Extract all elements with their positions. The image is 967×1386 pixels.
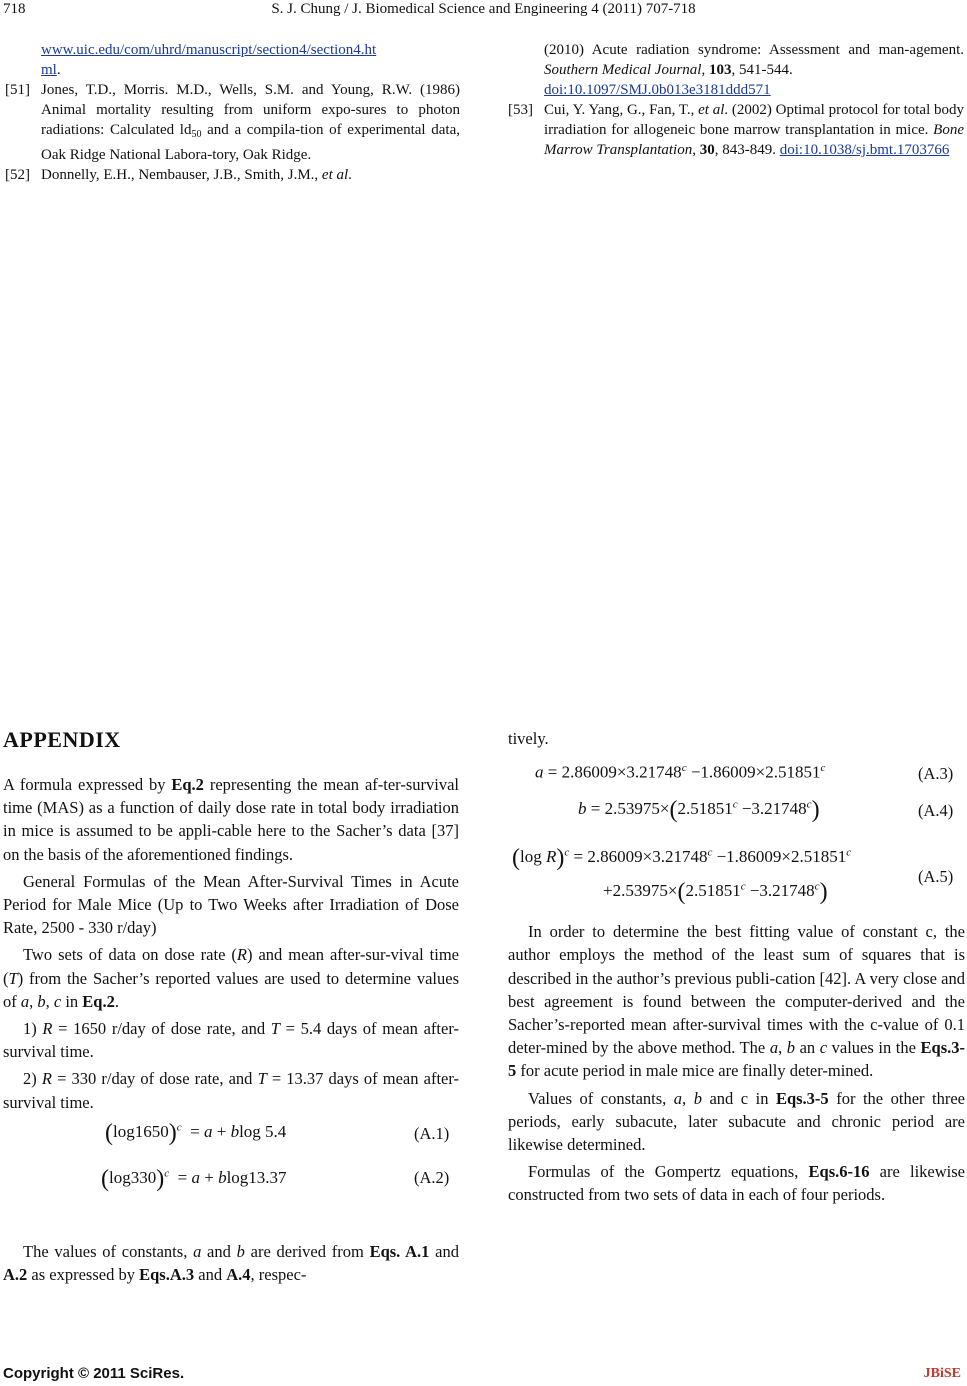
page-number: 718 [3, 1, 26, 17]
references-right-column [508, 40, 964, 160]
reference-52-continuation: (2010) Acute radiation syndrome: Assessment and man-agement. Southern Medical Journal, 103, 541-544. doi:10.1097/SMJ.0b013e3181ddd571 [544, 42, 964, 98]
reference-50-url-link[interactable]: www.uic.edu/com/uhrd/manuscript/section4/section4.ht ml [41, 42, 377, 78]
equation-a4-label: (A.4) [918, 801, 954, 820]
list-item-1: 1) R = 1650 r/day of dose rate, and T = 5.4 days of mean after-survival time. [3, 1019, 459, 1062]
right-continuation: tively. [508, 729, 549, 748]
paragraph-7: Formulas of the Gompertz equations, Eqs.6-16 are likewise constructed from two sets of data in each of four periods. [508, 1162, 965, 1205]
paragraph-1: A formula expressed by Eq.2 representing the mean af-ter-survival time (MAS) as a function of daily dose rate in total body irradiation in mice is assumed to be appli-cable here to the Sacher’s data [37] on the basis of the aforementioned findings. [3, 775, 459, 864]
reference-number: [53] [508, 102, 533, 118]
equation-a2-label: (A.2) [414, 1168, 450, 1187]
equation-a5-line-1: (log R)$^c$ = 2.86009×3.21748$^c$ −1.86009×2.51851$^c$ [512, 845, 852, 871]
appendix-heading: APPENDIX [3, 727, 121, 752]
paragraph-5: In order to determine the best fitting value of constant c, the author employs the method of the least sum of squares that is described in the author’s previous publi-cation [42]. A very close and best agreement is found between the computer-derived and the Sacher’s-reported mean after-survival times with the c-value of 0.1 deter-mined by the above method. The a, b an c values in the Eqs.3-5 for acute period in male mice are finally deter-mined. [508, 922, 965, 1081]
copyright-footer: Copyright © 2011 SciRes. [3, 1365, 185, 1382]
list-item-2: 2) R = 330 r/day of dose rate, and T = 13.37 days of mean after-survival time. [3, 1069, 460, 1112]
reference-53: [53] Cui, Y. Yang, G., Fan, T., et al. (2002) Optimal protocol for total body irradiation for allogeneic bone marrow transplantation in mice. Bone Marrow Transplantation, 30, 843-849. doi:10.1038/sj.bmt.1703766 [508, 102, 964, 158]
paragraph-6: Values of constants, a, b and c in Eqs.3-5 for the other three periods, early subacute, later subacute and chronic period are likewise determined. [508, 1088, 965, 1155]
equation-a5-label: (A.5) [918, 867, 954, 886]
reference-52: [52] Donnelly, E.H., Nembauser, J.B., Smith, J.M., et al. [5, 167, 352, 183]
paragraph-3: Two sets of data on dose rate (R) and mean after-sur-vival time (T) from the Sacher’s reported values are used to determine values of a, b, c in Eq.2. [3, 945, 459, 1011]
running-head: S. J. Chung / J. Biomedical Science and Engineering 4 (2011) 707-718 [271, 1, 696, 17]
equation-a5-line-2: +2.53975×(2.51851$^c$ −3.21748$^c$) [603, 879, 828, 905]
reference-number: [51] [5, 82, 30, 98]
equation-a2: $(\log 330)^c = a + blog13.37$ [101, 1166, 287, 1192]
reference-52-doi-link[interactable]: doi:10.1097/SMJ.0b013e3181ddd571 [544, 82, 771, 98]
equation-a1: $(\log 1650)^c = a + blog$ 5.4 [105, 1120, 287, 1146]
journal-footer-mark: JBiSE [923, 1366, 961, 1381]
equation-a3-label: (A.3) [918, 764, 954, 783]
reference-50-continuation: www.uic.edu/com/uhrd/manuscript/section4/section4.ht ml. [41, 42, 377, 78]
reference-53-doi-link[interactable]: doi:10.1038/sj.bmt.1703766 [779, 142, 950, 158]
paragraph-2: General Formulas of the Mean After-Survival Times in Acute Period for Male Mice (Up to Two Weeks after Irradiation of Dose Rate, 2500 - 330 r/day) [3, 871, 459, 938]
equation-a4: b = 2.53975×(2.51851$^c$ −3.21748$^c$) [578, 797, 820, 823]
equation-a3: a = 2.86009×3.21748$^c$ −1.86009×2.51851$^c$ [535, 762, 826, 782]
reference-number: [52] [5, 167, 30, 183]
paragraph-4: The values of constants, a and b are derived from Eqs. A.1 and A.2 as expressed by Eqs.A.3 and A.4, respec- [3, 1241, 459, 1285]
references-left-column [5, 40, 460, 185]
appendix-left-body [3, 773, 459, 1286]
equation-a1-label: (A.1) [414, 1124, 450, 1143]
reference-51: [51] Jones, T.D., Morris. M.D., Wells, S.M. and Young, R.W. (1986) Animal mortality resulting from uniform expo-sures to photon radiations: Calculated $ld_{50}$ and a compila-tion of experimental data, Oak Ridge National Labora-tory, Oak Ridge. [5, 82, 460, 163]
